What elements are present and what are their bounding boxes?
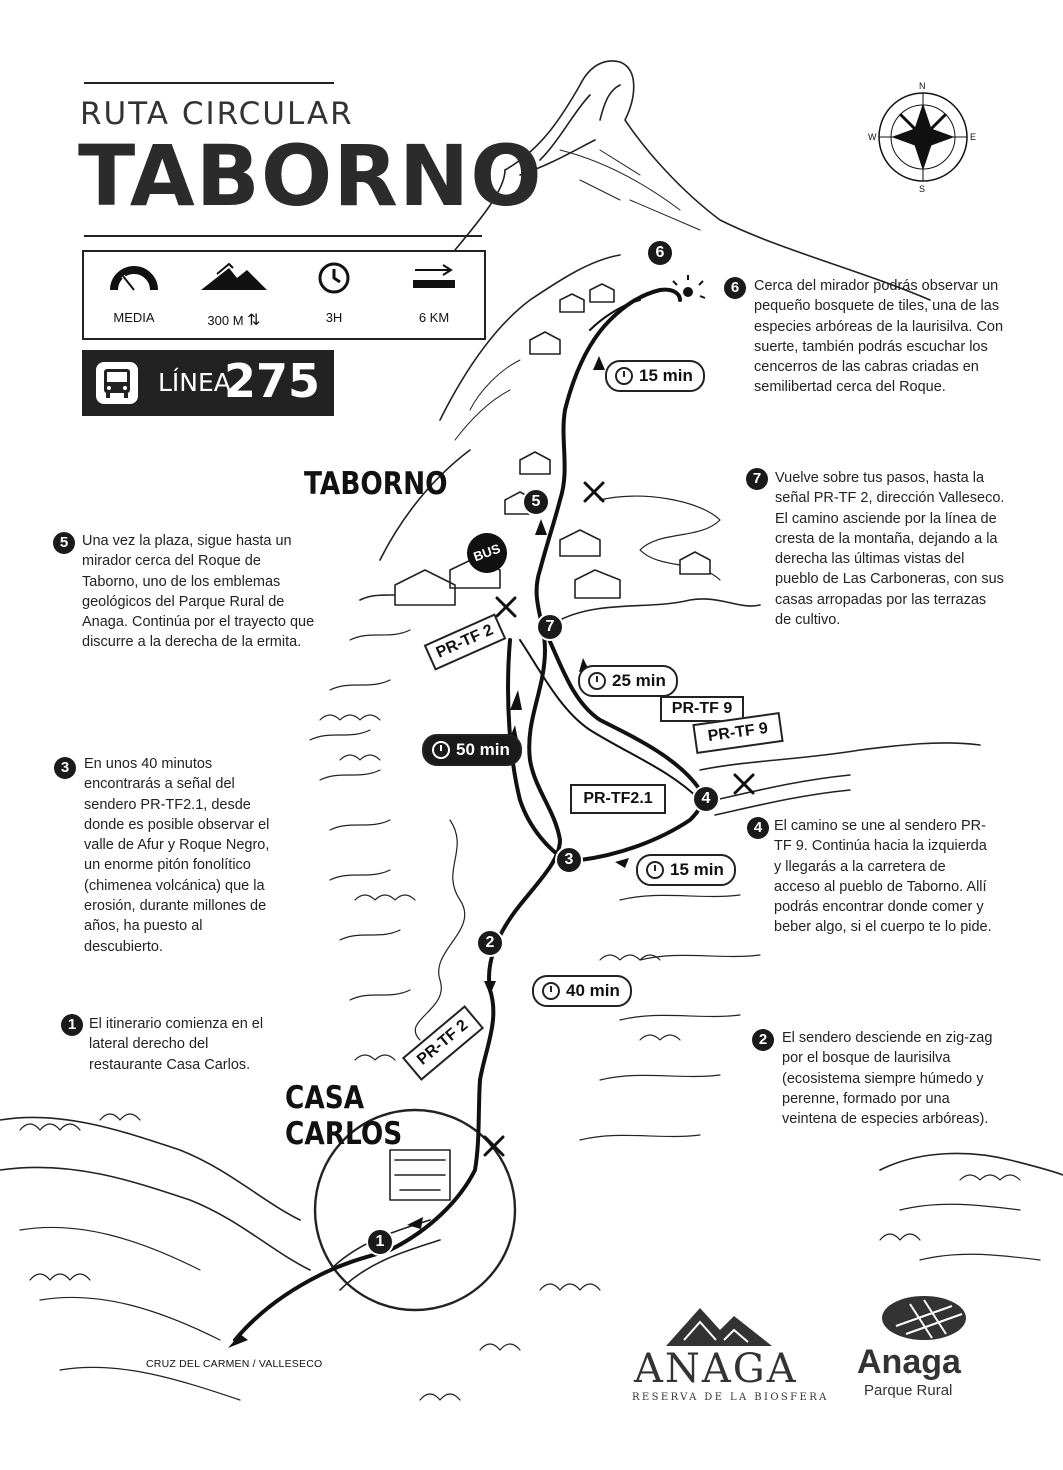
step-3-text: En unos 40 minutos encontrarás a señal del sendero PR-TF2.1, desde donde es posible observar el valle de Afur y Roque Negro, un enorme pitón fonolítico (chimenea volcánica) que la erosión, durante millones de años, ha puesto al descubierto. xyxy=(84,756,270,955)
step-1-text: El itinerario comienza en el lateral derecho del restaurante Casa Carlos. xyxy=(89,1016,264,1073)
compass-n: N xyxy=(919,81,926,91)
bus-stop-label: BUS xyxy=(471,540,503,565)
map-marker-7: 7 xyxy=(536,613,564,641)
stat-difficulty-label: MEDIA xyxy=(113,310,155,325)
parque-logo-name: Anaga xyxy=(857,1343,961,1381)
stat-elevation xyxy=(184,260,284,329)
sign-label: PR-TF 9 xyxy=(671,700,733,717)
reserva-logo-name: ANAGA xyxy=(634,1346,798,1392)
clock-icon xyxy=(432,741,450,759)
step-6-badge: 6 xyxy=(724,277,746,299)
time-value: 15 min xyxy=(639,366,693,385)
step-3-badge: 3 xyxy=(54,757,76,779)
difficulty-gauge-icon xyxy=(109,260,159,296)
clock-icon xyxy=(316,260,352,296)
step-1-badge: 1 xyxy=(61,1014,83,1036)
parque-rural-logo xyxy=(880,1290,970,1342)
x-mark xyxy=(585,483,603,501)
elevation-icon xyxy=(199,260,269,296)
step-7-badge: 7 xyxy=(746,468,768,490)
time-value: 40 min xyxy=(566,981,620,1000)
time-pill-15min-top xyxy=(605,360,705,392)
time-pill-15min-bottom xyxy=(636,854,736,886)
stat-elevation-value: 300 M xyxy=(207,313,244,328)
stat-elevation-label xyxy=(184,310,284,330)
route-stats-box xyxy=(82,250,486,340)
sign-label: PR-TF 9 xyxy=(706,719,770,746)
stat-distance-label: 6 KM xyxy=(418,310,450,325)
compass-e: E xyxy=(970,132,977,142)
map-marker-4: 4 xyxy=(692,785,720,813)
map-marker-2: 2 xyxy=(476,929,504,957)
time-value: 25 min xyxy=(612,671,666,690)
x-mark xyxy=(497,598,515,616)
roque-taborno-peak xyxy=(505,61,930,300)
direction-label: CRUZ DEL CARMEN / VALLESECO xyxy=(146,1358,323,1370)
clock-icon xyxy=(542,982,560,1000)
stat-distance xyxy=(384,260,484,325)
map-marker-5: 5 xyxy=(522,488,550,516)
time-value: 15 min xyxy=(670,860,724,879)
clock-icon xyxy=(588,672,606,690)
sign-label: PR-TF2.1 xyxy=(583,790,653,807)
place-label-carlos: CARLOS xyxy=(285,1116,403,1152)
header-rule-top xyxy=(84,82,334,84)
x-mark xyxy=(485,1137,503,1155)
map-marker-3: 3 xyxy=(555,846,583,874)
reserva-logo-subtitle: RESERVA DE LA BIOSFERA xyxy=(632,1392,829,1403)
main-trail xyxy=(235,290,680,1340)
route-title: TABORNO xyxy=(78,127,543,225)
sign-label: PR-TF 2 xyxy=(433,621,496,662)
time-value: 50 min xyxy=(456,740,510,759)
reserva-biosfera-logo xyxy=(664,1300,774,1350)
up-down-arrows-icon: ⇅ xyxy=(247,312,261,329)
bus-line-label: LÍNEA xyxy=(158,368,231,397)
distance-ruler-icon xyxy=(409,260,459,296)
map-marker-6: 6 xyxy=(646,239,674,267)
stat-duration-label: 3H xyxy=(325,310,343,325)
time-pill-25min xyxy=(578,665,678,697)
step-2-text: El sendero desciende en zig-zag por el bosque de laurisilva (ecosistema siempre húmedo y perenne, formado por una veintena de especies arbóreas). xyxy=(782,1030,993,1128)
step-4-badge: 4 xyxy=(747,817,769,839)
step-5-text: Una vez la plaza, sigue hasta un mirador cerca del Roque de Taborno, uno de los emblemas geológicos del Parque Rural de Anaga. Continúa por el trayecto que discurre a la derecha de la ermita. xyxy=(82,533,315,651)
parque-logo-subtitle: Parque Rural xyxy=(864,1382,953,1399)
step-6-text: Cerca del mirador podrás observar un pequeño bosquete de tiles, una de las especies arbóreas de la laurisilva. Con suerte, también podrás escuchar los cencerros de las cabras criadas en semilibertad cerca del Roque. xyxy=(754,278,1004,396)
sign-label: PR-TF 2 xyxy=(414,1016,472,1069)
map-marker-1: 1 xyxy=(366,1228,394,1256)
time-pill-50min xyxy=(422,734,522,766)
step-2-badge: 2 xyxy=(752,1029,774,1051)
bus-icon xyxy=(94,360,140,406)
step-4-text: El camino se une al sendero PR-TF 9. Continúa hacia la izquierda y llegarás a la carretera de acceso al pueblo de Taborno. Allí podrás encontrar donde comer y beber algo, si el cuerpo te lo pide. xyxy=(774,818,992,936)
compass-w: W xyxy=(868,132,877,142)
compass-s: S xyxy=(919,184,926,194)
stat-difficulty xyxy=(84,260,184,325)
clock-icon xyxy=(646,861,664,879)
place-label-casa: CASA xyxy=(285,1080,365,1116)
clock-icon xyxy=(615,367,633,385)
bus-line-number: 275 xyxy=(224,354,321,408)
route-subtitle: RUTA CIRCULAR xyxy=(80,96,354,132)
x-mark xyxy=(735,775,753,793)
compass-rose-icon xyxy=(879,93,967,181)
time-pill-40min xyxy=(532,975,632,1007)
step-5-badge: 5 xyxy=(53,532,75,554)
stat-duration xyxy=(284,260,384,325)
trail-sign-pr-tf2-1 xyxy=(570,784,666,814)
bus-line-banner xyxy=(82,350,334,416)
header-rule-bottom xyxy=(84,235,482,237)
place-label-taborno: TABORNO xyxy=(304,466,448,502)
step-7-text: Vuelve sobre tus pasos, hasta la señal PR-TF 2, dirección Valleseco. El camino asciende por la línea de cresta de la montaña, dejando a la derecha las últimas vistas del pueblo de Las Carboneras, con sus casas arropadas por las terrazas de cultivo. xyxy=(775,470,1005,629)
